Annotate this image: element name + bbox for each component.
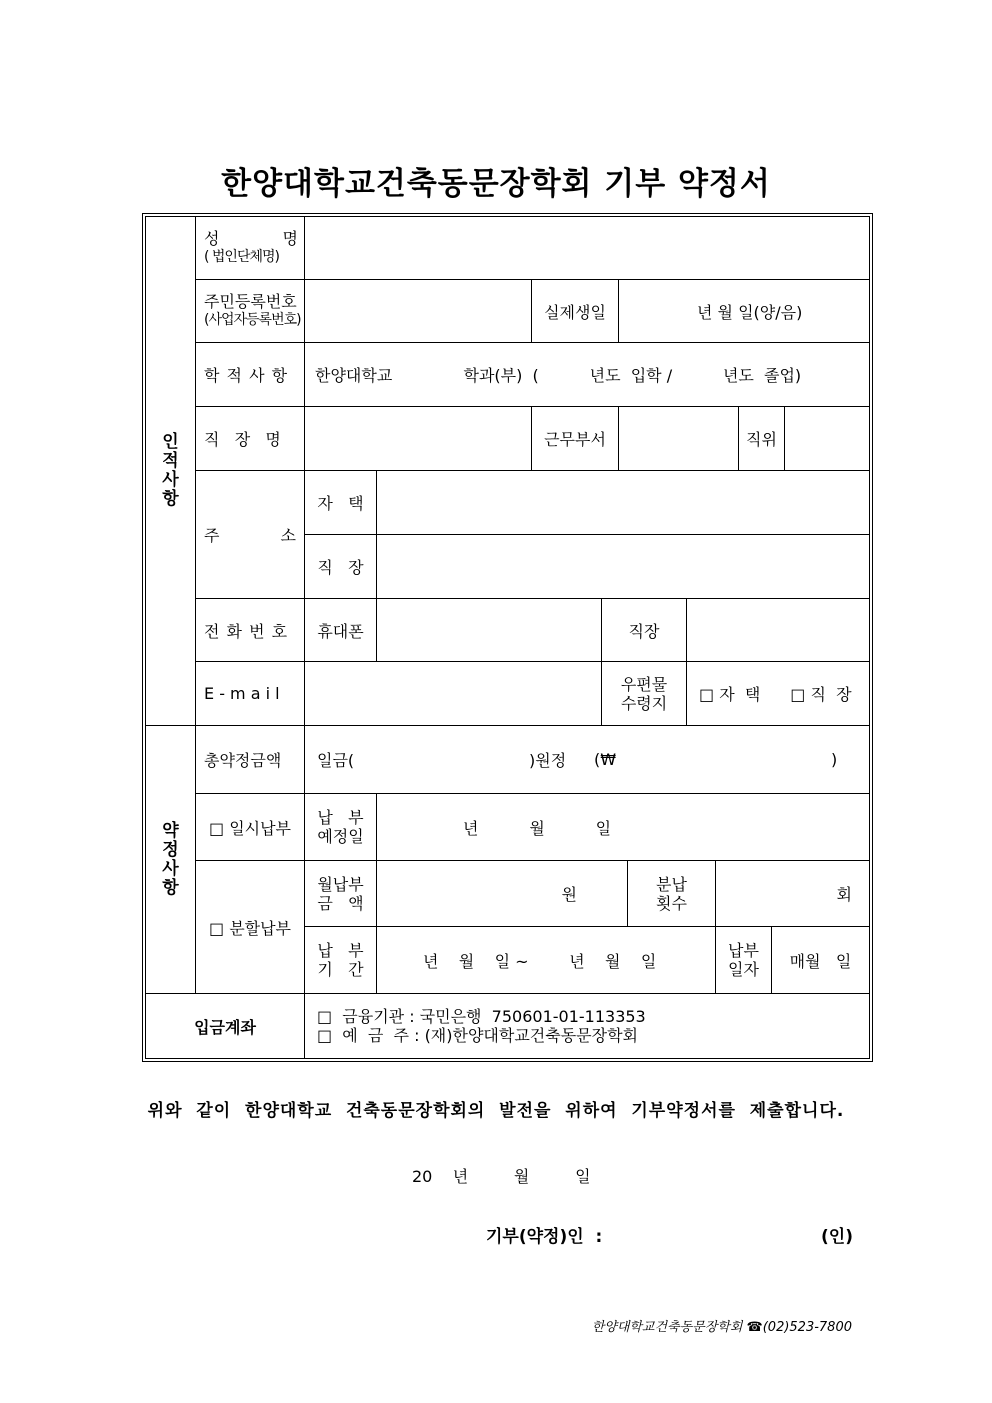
work-phone-input[interactable] — [686, 598, 870, 662]
page-title: 한양대학교건축동문장학회 기부 약정서 — [221, 166, 771, 202]
name-input[interactable] — [304, 216, 870, 280]
declaration-text: 위와 같이 한양대학교 건축동문장학회의 발전을 위하여 기부약정서를 제출합니다. — [147, 1101, 845, 1121]
date-line[interactable]: 20 년 월 일 — [412, 1167, 591, 1186]
mail-destination-options — [686, 661, 870, 726]
home-address-label: 자 택 — [304, 470, 377, 535]
mail-home-checkbox[interactable]: □ 자 택 — [699, 685, 761, 704]
mobile-input[interactable] — [376, 598, 602, 662]
lump-date-input[interactable]: 년 월 일 — [376, 793, 870, 861]
section-pledge-info: 약 정 사 항 — [145, 725, 196, 994]
section-personal-info: 인 적 사 항 — [145, 216, 196, 726]
school-record-input[interactable]: 한양대학교 학과(부) ( 년도 입학 / 년도 졸업) — [304, 342, 870, 407]
seal-mark: (인) — [821, 1227, 853, 1247]
workplace-label: 직 장 명 — [195, 406, 305, 471]
footer-contact: 한양대학교건축동문장학회 ☎(02)523-7800 — [591, 1320, 852, 1335]
email-input[interactable] — [304, 661, 602, 726]
address-label-cell: 주 소 — [195, 470, 305, 599]
payment-day-label: 납부 일자 — [715, 926, 772, 994]
birthday-label: 실제생일 — [531, 279, 619, 343]
deposit-account-info — [304, 993, 870, 1059]
mobile-label: 휴대폰 — [304, 598, 377, 662]
mail-destination-label: 우편물 수령지 — [601, 661, 687, 726]
payment-period-label: 납 부 기 간 — [304, 926, 377, 994]
payment-day-input[interactable]: 매월 일 — [771, 926, 870, 994]
deposit-account-label: 입금계좌 — [145, 993, 305, 1059]
rrn-input[interactable] — [304, 279, 532, 343]
mail-office-checkbox[interactable]: □ 직 장 — [790, 685, 852, 704]
account-holder: □ 예 금 주 : (재)한양대학교건축동문장학회 — [317, 1026, 638, 1045]
position-label: 직위 — [738, 406, 785, 471]
email-label: E - m a i l — [195, 661, 305, 726]
signer-label: 기부(약정)인 : — [486, 1227, 603, 1247]
position-input[interactable] — [784, 406, 870, 471]
birthday-input[interactable]: 년 월 일(양/음) — [618, 279, 870, 343]
monthly-amount-input[interactable]: 원 — [376, 860, 628, 927]
work-phone-label: 직장 — [601, 598, 687, 662]
bank-info: □ 금융기관 : 국민은행 750601-01-113353 — [317, 1007, 646, 1026]
installment-count-label: 분납 횟수 — [627, 860, 716, 927]
department-input[interactable] — [618, 406, 739, 471]
office-address-input[interactable] — [376, 534, 870, 599]
office-address-label: 직 장 — [304, 534, 377, 599]
workplace-input[interactable] — [304, 406, 532, 471]
rrn-label-cell: 주민등록번호 (사업자등록번호) — [195, 279, 305, 343]
payment-period-input[interactable]: 년 월 일 ~ 년 월 일 — [376, 926, 716, 994]
lump-sum-checkbox[interactable]: □ 일시납부 — [195, 793, 305, 861]
phone-label: 전 화 번 호 — [195, 598, 305, 662]
name-label-cell: 성 명 ( 법인단체명) — [195, 216, 305, 280]
installment-count-input[interactable]: 회 — [715, 860, 870, 927]
lump-date-label: 납 부 예정일 — [304, 793, 377, 861]
total-pledge-label: 총약정금액 — [195, 725, 305, 794]
installment-checkbox[interactable]: □ 분할납부 — [195, 860, 305, 994]
monthly-amount-label: 월납부 금 액 — [304, 860, 377, 927]
department-label: 근무부서 — [531, 406, 619, 471]
total-pledge-input[interactable]: 일금( )원정 (₩ ) — [304, 725, 870, 794]
school-record-label: 학 적 사 항 — [195, 342, 305, 407]
home-address-input[interactable] — [376, 470, 870, 535]
